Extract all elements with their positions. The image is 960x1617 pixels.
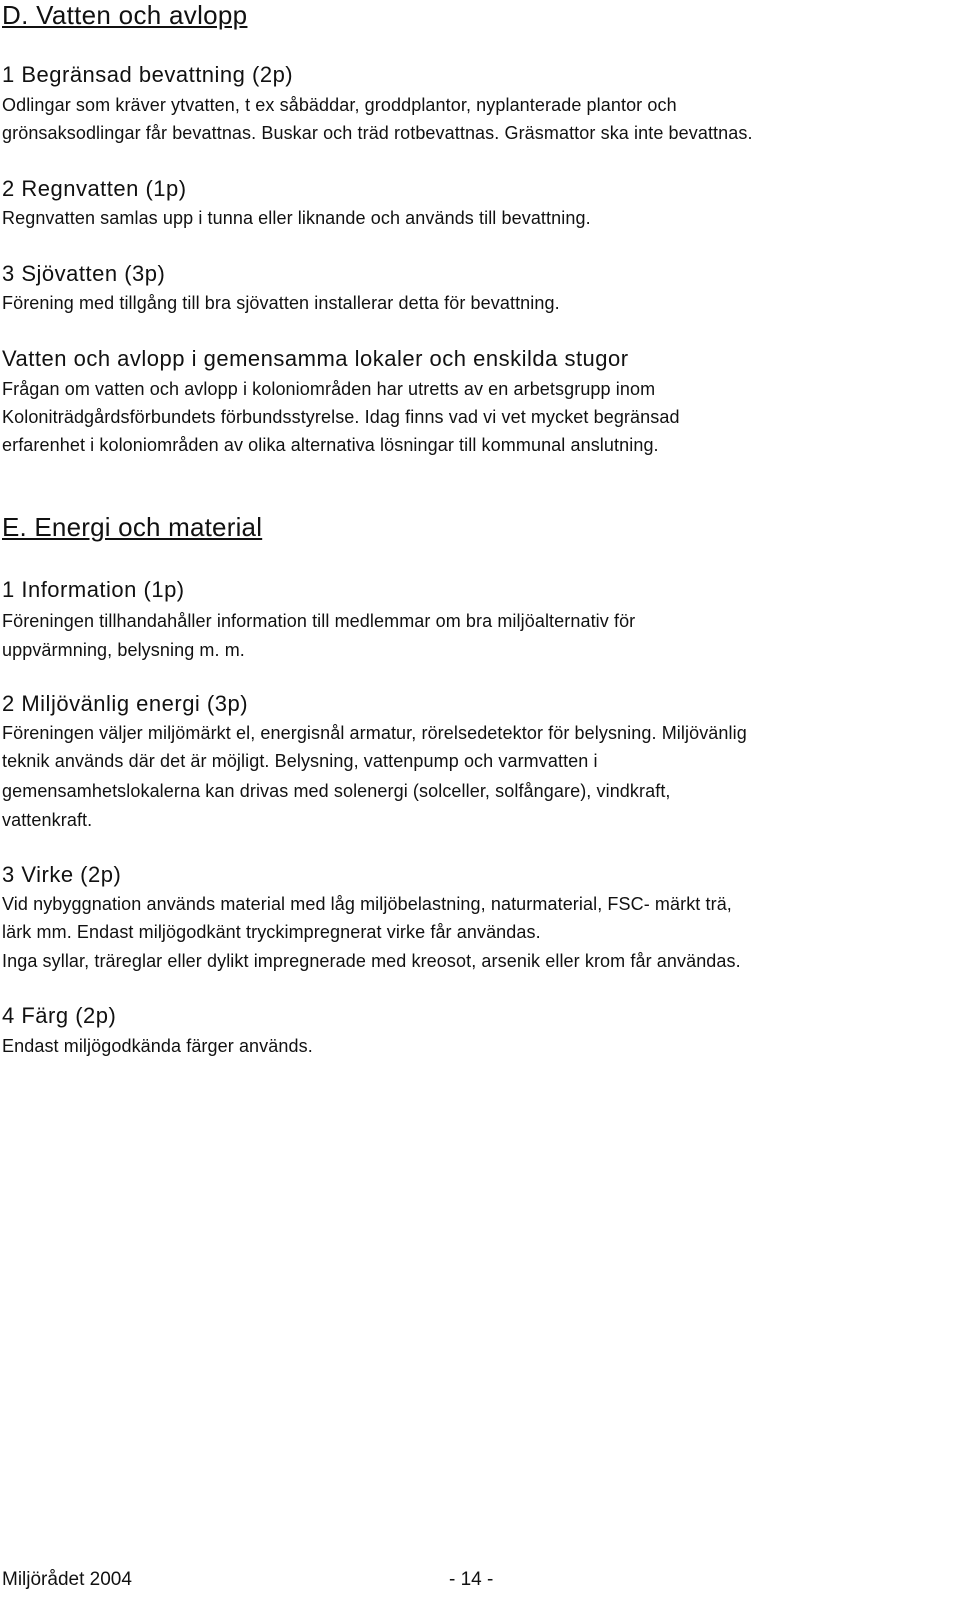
paragraph-line: Föreningen väljer miljömärkt el, energisnål armatur, rörelsedetektor för belysning. Miljövänlig [2,723,747,743]
paragraph-line: Inga syllar, träreglar eller dylikt impregnerade med kreosot, arsenik eller krom får användas. [2,951,741,971]
paragraph-line: uppvärmning, belysning m. m. [2,640,245,660]
section-title-vatten-och-avlopp: Vatten och avlopp i gemensamma lokaler och enskilda stugor [2,346,629,371]
paragraph-line: Regnvatten samlas upp i tunna eller liknande och används till bevattning. [2,208,591,228]
paragraph-line: Föreningen tillhandahåller information till medlemmar om bra miljöalternativ för [2,611,636,631]
paragraph-line: teknik används där det är möjligt. Belysning, vattenpump och varmvatten i [2,751,598,771]
heading-d: D. Vatten och avlopp [2,0,248,30]
section-title-information: 1 Information (1p) [2,577,185,602]
footer-publisher: Miljörådet 2004 [2,1569,132,1590]
section-title-farg: 4 Färg (2p) [2,1003,117,1028]
heading-e: E. Energi och material [2,512,263,542]
paragraph-line: grönsaksodlingar får bevattnas. Buskar och träd rotbevattnas. Gräsmattor ska inte bevattnas. [2,123,753,143]
paragraph-line: Vid nybyggnation används material med låg miljöbelastning, naturmaterial, FSC- märkt trä, [2,894,732,914]
section-title-virke: 3 Virke (2p) [2,862,122,887]
paragraph-line: vattenkraft. [2,810,93,830]
section-title-miljovanlig-energi: 2 Miljövänlig energi (3p) [2,691,249,716]
paragraph-line: Odlingar som kräver ytvatten, t ex såbäddar, groddplantor, nyplanterade plantor och [2,95,677,115]
paragraph-line: lärk mm. Endast miljögodkänt tryckimpregnerat virke får användas. [2,922,541,942]
paragraph-line: Frågan om vatten och avlopp i koloniområden har utretts av en arbetsgrupp inom [2,379,656,399]
page-number: - 14 - [449,1569,494,1590]
paragraph-line: erfarenhet i koloniområden av olika alternativa lösningar till kommunal anslutning. [2,435,659,455]
section-title-begransad-bevattning: 1 Begränsad bevattning (2p) [2,62,294,87]
paragraph-line: Endast miljögodkända färger används. [2,1036,313,1056]
section-title-regnvatten: 2 Regnvatten (1p) [2,176,187,201]
paragraph-line: Koloniträdgårdsförbundets förbundsstyrelse. Idag finns vad vi vet mycket begränsad [2,407,680,427]
paragraph-line: gemensamhetslokalerna kan drivas med solenergi (solceller, solfångare), vindkraft, [2,781,671,801]
paragraph-line: Förening med tillgång till bra sjövatten installerar detta för bevattning. [2,293,560,313]
section-title-sjovatten: 3 Sjövatten (3p) [2,261,166,286]
